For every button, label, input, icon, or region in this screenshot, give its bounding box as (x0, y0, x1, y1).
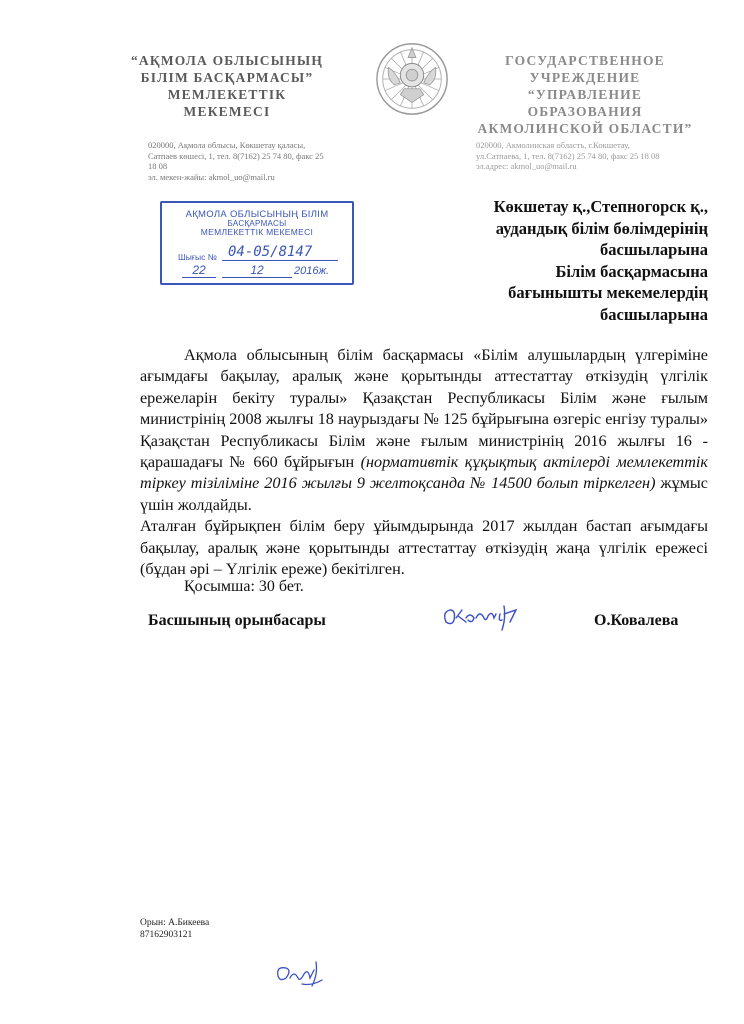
addressee-line: бағынышты мекемелердің (508, 283, 708, 302)
executor-name: Орын: А.Бикеева (140, 918, 210, 928)
org-name-line: АКМОЛИНСКОЙ ОБЛАСТИ” (477, 121, 693, 136)
body-text: Ақмола облысының білім басқармасы «Білім алушылардың үлгеріміне ағымдағы бақылау, аралық және қорытынды аттестаттау өткізудің үлгілік ережеларін бекіту туралы» Қазақстан Республикасы Білім және ғылым министрінің 2008 жылғы 18 наурыздағы № 125 бұйрығына өзгеріс енгізу туралы» Қазақстан Республикасы Білім және ғылым министрінің 2016 жылғы 16 - қарашадағы № 660 бұйрығын (140, 346, 708, 472)
address-line: эл.адрес: akmol_uo@mail.ru (476, 161, 577, 171)
org-name-line: ГОСУДАРСТВЕННОЕ (505, 53, 665, 68)
org-name-line: МЕКЕМЕСІ (183, 104, 271, 119)
handwritten-initials (272, 956, 328, 992)
address-line: 020000, Ақмола облысы, Көкшетау қаласы, (148, 140, 306, 150)
addressee-line: басшыларына (600, 304, 708, 324)
stamp-org-line: АҚМОЛА ОБЛЫСЫНЫҢ БІЛІМ (185, 209, 329, 220)
stamp-day: 22 (182, 263, 216, 278)
stamp-month: 12 (222, 263, 292, 278)
org-name-kazakh (112, 52, 342, 120)
addressee-line: Білім басқармасына (555, 261, 708, 281)
signatory-name: О.Ковалева (594, 612, 679, 629)
stamp-org-line: БАСҚАРМАСЫ (227, 219, 287, 228)
registration-stamp (160, 201, 354, 285)
addressee-block (420, 196, 708, 325)
handwritten-signature (440, 600, 530, 636)
letter-body (140, 345, 708, 580)
executor-phone: 87162903121 (140, 930, 193, 940)
stamp-org-line: МЕМЛЕКЕТТІК МЕКЕМЕСІ (200, 227, 314, 237)
stamp-outgoing-number: 04-05/8147 (222, 244, 338, 261)
stamp-year: 2016ж. (294, 265, 330, 277)
address-line: эл. мекен-жайы: akmol_uo@mail.ru (148, 171, 275, 182)
body-paragraph (140, 345, 708, 516)
attachment-note: Қосымша: 30 бет. (184, 578, 304, 595)
body-text: жұмыс үшін жолдайды. (140, 474, 708, 514)
stamp-number-label: Шығыс № (178, 252, 217, 262)
state-emblem-icon (373, 40, 451, 118)
body-note-italic: (нормативтік құқықтық актілерді мемлекеттік тіркеу тізіліміне 2016 жылғы 9 желтоқсанда № 14500 болып тіркелген) (140, 453, 709, 493)
address-line: Сатпаев көшесі, 1, тел. 8(7162) 25 74 80, факс 25 18 08 (148, 150, 324, 171)
body-paragraph: Аталған бұйрықпен білім беру ұйымдырында 2017 жылдан бастап ағымдағы бақылау, аралық және қорытынды аттестаттау өткізудің жаңа үлгілік ережесі (бұдан әрі – Үлгілік ереже) бекітілген. (140, 517, 708, 579)
org-name-line: МЕМЛЕКЕТТІК (167, 87, 287, 102)
org-name-line: УЧРЕЖДЕНИЕ (529, 70, 641, 85)
org-name-russian (470, 52, 700, 137)
org-address-kazakh (148, 140, 328, 182)
addressee-line: Көкшетау қ.,Степногорск қ., (493, 197, 708, 216)
org-name-line: “УПРАВЛЕНИЕ ОБРАЗОВАНИЯ (527, 87, 643, 119)
org-name-line: БІЛІМ БАСҚАРМАСЫ” (140, 70, 314, 85)
address-line: ул.Сатпаева, 1, тел. 8(7162) 25 74 80, факс 25 18 08 (476, 150, 660, 161)
signatory-role: Басшының орынбасары (148, 612, 326, 629)
address-line: 020000, Акмолинская область, г.Кокшетау, (476, 140, 630, 150)
org-address-russian (476, 140, 696, 172)
org-name-line: “АҚМОЛА ОБЛЫСЫНЫҢ (130, 53, 324, 68)
addressee-line: басшыларына (600, 240, 708, 259)
addressee-line: аудандық білім бөлімдерінің (495, 218, 708, 238)
